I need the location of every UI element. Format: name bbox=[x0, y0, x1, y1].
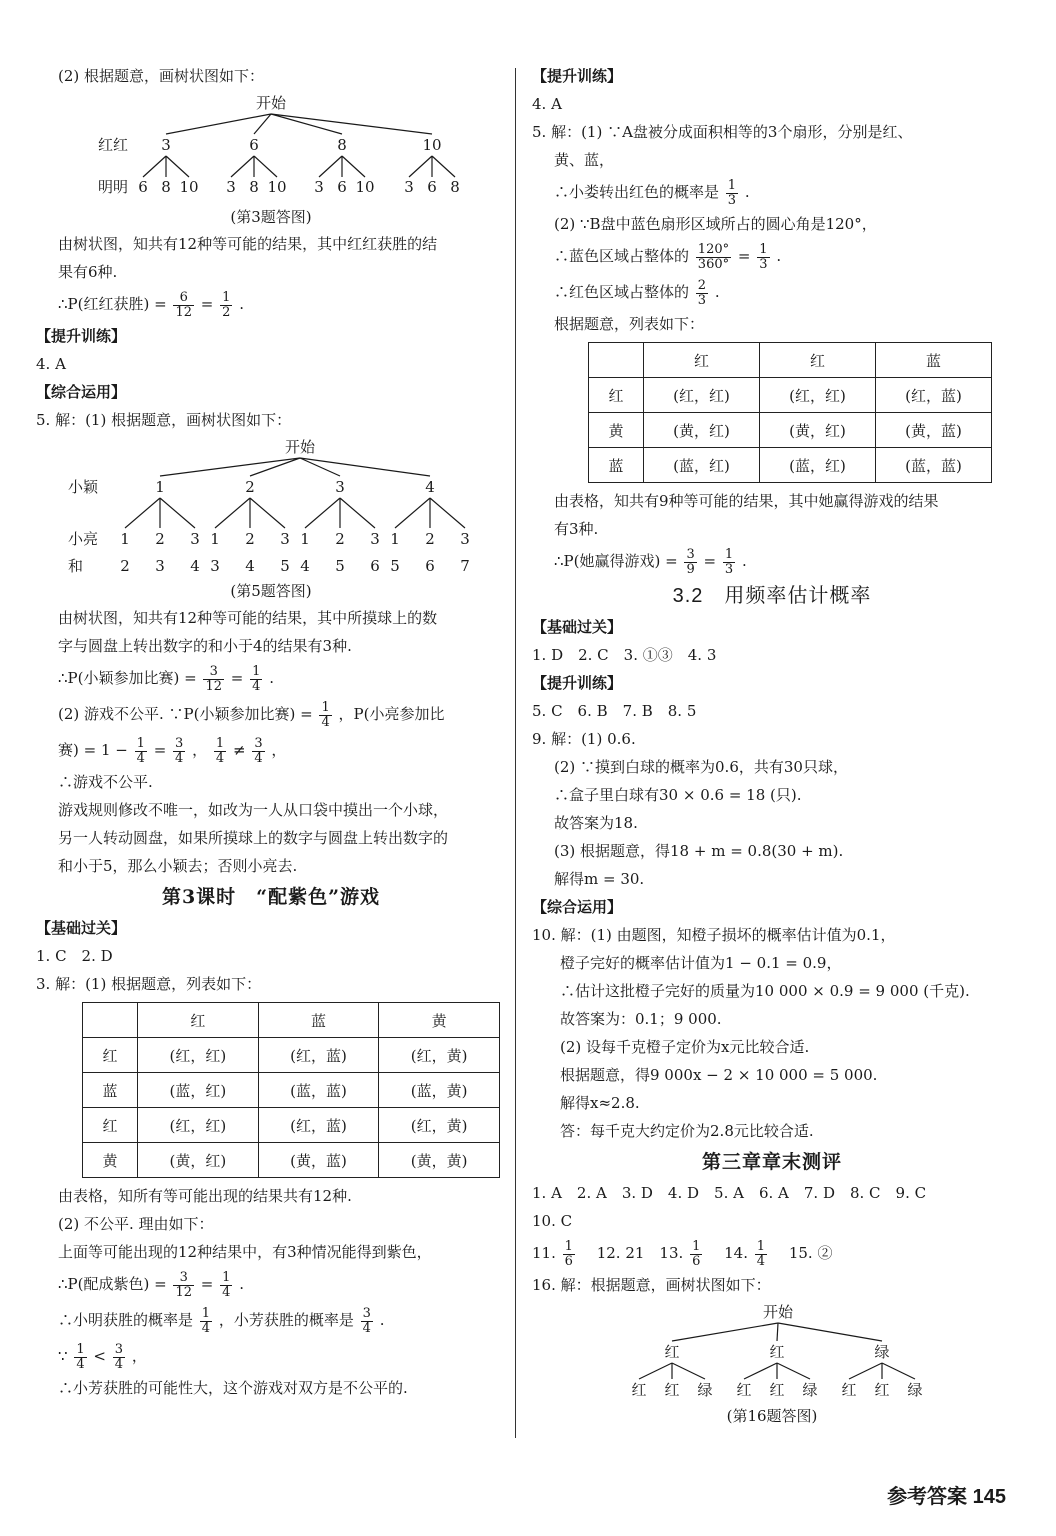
answer-line: 1. C 2. D bbox=[36, 947, 113, 965]
table-cell: (黄，黄) bbox=[379, 1143, 500, 1178]
tree-sum: 4 bbox=[300, 557, 310, 574]
tree-leaf: 1 bbox=[210, 530, 220, 548]
tree-sum: 3 bbox=[155, 557, 165, 574]
table-cell: 红 bbox=[760, 343, 876, 378]
text-line: 10. 解：(1) 由题图，知橙子损坏的概率估计值为0.1， bbox=[532, 926, 896, 944]
tree-leaf: 2 bbox=[335, 530, 345, 548]
text-line: 由树状图，知共有12种等可能的结果，其中所摸球上的数 bbox=[58, 609, 438, 627]
table-row bbox=[83, 1108, 500, 1143]
tree-branch bbox=[342, 156, 365, 177]
figure-caption: (第3题答图) bbox=[230, 208, 312, 226]
formula-line: ∴P(配成紫色) = $\frac{3}{12}$ = $\frac{1}{4}$ . bbox=[58, 1269, 244, 1300]
section-heading: 【提升训练】 bbox=[532, 674, 623, 692]
table-row bbox=[589, 448, 992, 483]
table-cell: 蓝 bbox=[876, 343, 992, 378]
text-line: 黄、蓝， bbox=[554, 151, 615, 169]
text-line: ∴估计这批橙子完好的质量为10 000 × 0.9 = 9 000 (千克). bbox=[560, 982, 970, 1000]
formula-line: ∴小娄转出红色的概率是 $\frac{1}{3}$ . bbox=[554, 177, 750, 208]
tree-branch bbox=[639, 1363, 672, 1379]
text-line: 果有6种. bbox=[58, 263, 118, 281]
table-cell: 蓝 bbox=[83, 1073, 138, 1108]
table-cell: (黄，红) bbox=[138, 1143, 259, 1178]
tree-branch bbox=[166, 114, 271, 134]
formula-line: 赛) = 1 − $\frac{1}{4}$ = $\frac{3}{4}$ ， $\frac{1}{4}$ ≠ $\frac{3}{4}$ ， bbox=[58, 735, 287, 766]
text-line: (2) 设每千克橙子定价为x元比较合适. bbox=[560, 1038, 810, 1056]
table-cell: 黄 bbox=[83, 1143, 138, 1178]
tree-leaf: 2 bbox=[245, 530, 255, 548]
tree-root: 开始 bbox=[255, 94, 287, 112]
table-cell: (红，红) bbox=[138, 1108, 259, 1143]
tree-branch bbox=[430, 498, 465, 528]
tree-leaf: 红 bbox=[874, 1381, 890, 1399]
table-cell: 红 bbox=[83, 1038, 138, 1073]
tree-branch bbox=[250, 498, 285, 528]
tree-node: 2 bbox=[245, 478, 255, 496]
table-cell: (红，黄) bbox=[379, 1108, 500, 1143]
tree-leaf: 3 bbox=[460, 530, 470, 548]
formula-line: ∴小明获胜的概率是 $\frac{1}{4}$ ，小芳获胜的概率是 $\frac{3}{4}$ . bbox=[58, 1305, 385, 1336]
tree-leaf: 3 bbox=[280, 530, 290, 548]
formula-line: ∴P(红红获胜) = $\frac{6}{12}$ = $\frac{1}{2}$ . bbox=[58, 289, 244, 320]
tree-leaf: 绿 bbox=[907, 1381, 923, 1399]
section-heading: 【综合运用】 bbox=[36, 383, 127, 401]
table-cell: (蓝，红) bbox=[138, 1073, 259, 1108]
tree-branch bbox=[882, 1363, 915, 1379]
answer-line: 9. 解：(1) 0.6. bbox=[532, 730, 636, 748]
tree-branch bbox=[340, 498, 375, 528]
table-cell: (红，蓝) bbox=[876, 378, 992, 413]
tree-node: 绿 bbox=[874, 1343, 890, 1361]
tree-sum: 4 bbox=[245, 557, 255, 574]
section-heading: 【基础过关】 bbox=[532, 618, 623, 636]
answer-line: 5. C 6. B 7. B 8. 5 bbox=[532, 702, 697, 720]
formula-line: ∴红色区域占整体的 $\frac{2}{3}$ . bbox=[554, 277, 720, 308]
tree-branch bbox=[231, 156, 254, 177]
answer-line: 3. 解：(1) 根据题意，列表如下： bbox=[36, 975, 262, 993]
table-header-row bbox=[589, 343, 992, 378]
answer-table-q5 bbox=[588, 342, 992, 483]
table-cell: (红，黄) bbox=[379, 1038, 500, 1073]
text-line: 由表格，知所有等可能出现的结果共有12种. bbox=[58, 1187, 352, 1205]
tree-leaf: 10 bbox=[355, 178, 375, 196]
tree-leaf: 红 bbox=[631, 1381, 647, 1399]
answer-line: 4. A bbox=[532, 95, 562, 113]
tree-sum: 6 bbox=[370, 557, 380, 574]
tree-diagram-q16 bbox=[532, 1299, 1012, 1399]
answer-line: 1. A 2. A 3. D 4. D 5. A 6. A 7. D 8. C 9. C bbox=[532, 1184, 927, 1202]
text-line: (2) ∵B盘中蓝色扇形区域所占的圆心角是120°， bbox=[554, 215, 877, 233]
left-column bbox=[36, 62, 506, 1402]
text-line: 根据题意，得9 000x − 2 × 10 000 = 5 000. bbox=[560, 1066, 878, 1084]
tree-root: 开始 bbox=[284, 438, 316, 456]
section-heading: 【提升训练】 bbox=[36, 327, 127, 345]
table-cell: (黄，红) bbox=[644, 413, 760, 448]
table-cell: (黄，蓝) bbox=[876, 413, 992, 448]
table-cell: 红 bbox=[589, 378, 644, 413]
tree-leaf: 6 bbox=[427, 178, 437, 196]
formula-line: ∴蓝色区域占整体的 $\frac{120^\circ}{360^\circ}$ = $\frac{1}{3}$ . bbox=[554, 241, 782, 272]
table-cell bbox=[589, 343, 644, 378]
table-cell: (蓝，黄) bbox=[379, 1073, 500, 1108]
footer-label: 参考答案 bbox=[887, 1486, 968, 1508]
tree-leaf: 10 bbox=[267, 178, 287, 196]
answer-line: 10. C bbox=[532, 1212, 573, 1230]
tree-leaf: 6 bbox=[337, 178, 347, 196]
tree-node: 红 bbox=[769, 1343, 785, 1361]
table-cell: (红，蓝) bbox=[258, 1108, 379, 1143]
table-cell: 红 bbox=[138, 1003, 259, 1038]
tree-diagram-q5 bbox=[36, 434, 506, 574]
tree-leaf: 1 bbox=[120, 530, 130, 548]
table-cell: 蓝 bbox=[589, 448, 644, 483]
table-cell: (蓝，蓝) bbox=[258, 1073, 379, 1108]
tree-leaf: 8 bbox=[450, 178, 460, 196]
tree-leaf: 红 bbox=[736, 1381, 752, 1399]
tree-node: 4 bbox=[425, 478, 435, 496]
section-title: 3.2 用频率估计概率 bbox=[672, 585, 872, 607]
tree-branch bbox=[125, 498, 160, 528]
text-line: 故答案为18. bbox=[554, 814, 638, 832]
table-cell: (蓝，蓝) bbox=[876, 448, 992, 483]
page-footer bbox=[887, 1480, 1006, 1509]
table-cell: (红，蓝) bbox=[258, 1038, 379, 1073]
tree-leaf: 1 bbox=[390, 530, 400, 548]
formula-line: ∴P(小颖参加比赛) = $\frac{3}{12}$ = $\frac{1}{4}$ . bbox=[58, 663, 274, 694]
tree-node: 6 bbox=[249, 136, 259, 154]
section-heading: 【基础过关】 bbox=[36, 919, 127, 937]
tree-branch bbox=[744, 1363, 777, 1379]
tree-branch bbox=[778, 1323, 882, 1341]
tree-leaf: 3 bbox=[314, 178, 324, 196]
table-header-row bbox=[83, 1003, 500, 1038]
tree-branch bbox=[319, 156, 342, 177]
answer-table-q3 bbox=[82, 1002, 500, 1178]
table-cell: (黄，蓝) bbox=[258, 1143, 379, 1178]
tree-node: 3 bbox=[335, 478, 345, 496]
text-line: 有3种. bbox=[554, 520, 599, 538]
answer-line: 16. 解：根据题意，画树状图如下： bbox=[532, 1276, 771, 1294]
tree-sum: 6 bbox=[425, 557, 435, 574]
text-line: 解得m = 30. bbox=[554, 870, 645, 888]
tree-leaf: 3 bbox=[226, 178, 236, 196]
table-row bbox=[83, 1038, 500, 1073]
tree-row-label: 小亮 bbox=[68, 530, 99, 548]
tree-branch bbox=[166, 156, 189, 177]
text-line: ∴盒子里白球有30 × 0.6 = 18 (只). bbox=[554, 786, 802, 804]
tree-leaf: 8 bbox=[161, 178, 171, 196]
tree-root: 开始 bbox=[762, 1303, 794, 1321]
tree-leaf: 2 bbox=[155, 530, 165, 548]
figure-caption: (第5题答图) bbox=[230, 582, 312, 600]
text-line: 字与圆盘上转出数字的和小于4的结果有3种. bbox=[58, 637, 352, 655]
tree-leaf: 红 bbox=[769, 1381, 785, 1399]
tree-leaf: 3 bbox=[404, 178, 414, 196]
tree-leaf: 红 bbox=[664, 1381, 680, 1399]
tree-branch bbox=[432, 156, 455, 177]
tree-leaf: 2 bbox=[425, 530, 435, 548]
table-row bbox=[83, 1143, 500, 1178]
table-row bbox=[589, 413, 992, 448]
tree-sum: 7 bbox=[460, 557, 470, 574]
tree-leaf: 绿 bbox=[697, 1381, 713, 1399]
answer-line: 5. 解：(1) 根据题意，画树状图如下： bbox=[36, 411, 292, 429]
text-line: (2) 根据题意，画树状图如下： bbox=[58, 67, 265, 85]
section-heading: 【提升训练】 bbox=[532, 67, 623, 85]
tree-node: 3 bbox=[161, 136, 171, 154]
tree-branch bbox=[160, 498, 195, 528]
tree-row-label: 和 bbox=[68, 557, 84, 574]
table-row bbox=[589, 378, 992, 413]
section-heading: 【综合运用】 bbox=[532, 898, 623, 916]
tree-diagram-q3 bbox=[36, 90, 506, 200]
table-cell bbox=[83, 1003, 138, 1038]
text-line: 故答案为：0.1；9 000. bbox=[560, 1010, 722, 1028]
tree-branch bbox=[777, 1363, 810, 1379]
text-line: 橙子完好的概率估计值为1 − 0.1 = 0.9， bbox=[560, 954, 842, 972]
tree-leaf: 1 bbox=[300, 530, 310, 548]
table-cell: (蓝，红) bbox=[760, 448, 876, 483]
right-column bbox=[532, 62, 1012, 1429]
text-line: 上面等可能出现的12种结果中，有3种情况能得到紫色， bbox=[58, 1243, 432, 1261]
table-cell: (蓝，红) bbox=[644, 448, 760, 483]
tree-leaf: 6 bbox=[138, 178, 148, 196]
table-cell: 红 bbox=[644, 343, 760, 378]
tree-branch bbox=[777, 1323, 778, 1341]
table-cell: 黄 bbox=[589, 413, 644, 448]
tree-row-label: 明明 bbox=[98, 178, 129, 196]
tree-node: 10 bbox=[422, 136, 442, 154]
text-line: 由表格，知共有9种等可能的结果，其中她赢得游戏的结果 bbox=[554, 492, 939, 510]
tree-branch bbox=[254, 156, 277, 177]
text-line: (2) ∵摸到白球的概率为0.6，共有30只球， bbox=[554, 758, 848, 776]
lesson-title: 第3课时 “配紫色”游戏 bbox=[161, 886, 381, 908]
tree-leaf: 3 bbox=[370, 530, 380, 548]
text-line: 解得x≈2.8. bbox=[560, 1094, 640, 1112]
answer-line: 1. D 2. C 3. ①③ 4. 3 bbox=[532, 646, 717, 664]
formula-line: 11. $\frac{1}{6}$ 12. 21 13. $\frac{1}{6}$ 14. $\frac{1}{4}$ 15. ② bbox=[532, 1238, 833, 1269]
answer-line: 4. A bbox=[36, 355, 66, 373]
formula-line: ∵ $\frac{1}{4}$ < $\frac{3}{4}$ ， bbox=[58, 1341, 147, 1372]
tree-branch bbox=[215, 498, 250, 528]
text-line: 5. 解：(1) ∵A盘被分成面积相等的3个扇形，分别是红、 bbox=[532, 123, 913, 141]
tree-sum: 5 bbox=[335, 557, 345, 574]
column-divider bbox=[515, 68, 516, 1438]
chapter-test-title: 第三章章末测评 bbox=[701, 1151, 842, 1173]
text-line: (3) 根据题意，得18 + m = 0.8(30 + m). bbox=[554, 842, 844, 860]
tree-leaf: 绿 bbox=[802, 1381, 818, 1399]
tree-sum: 3 bbox=[210, 557, 220, 574]
page-number: 145 bbox=[972, 1486, 1006, 1508]
table-cell: 红 bbox=[83, 1108, 138, 1143]
tree-row-label: 小颖 bbox=[68, 478, 99, 496]
table-cell: (红，红) bbox=[138, 1038, 259, 1073]
tree-node: 红 bbox=[664, 1343, 680, 1361]
tree-leaf: 红 bbox=[841, 1381, 857, 1399]
tree-branch bbox=[672, 1323, 778, 1341]
figure-caption: (第16题答图) bbox=[726, 1407, 818, 1425]
tree-branch bbox=[271, 114, 342, 134]
table-cell: (红，红) bbox=[760, 378, 876, 413]
tree-branch bbox=[143, 156, 166, 177]
tree-leaf: 10 bbox=[179, 178, 199, 196]
tree-row-label: 红红 bbox=[98, 136, 129, 154]
tree-branch bbox=[160, 458, 300, 476]
table-cell: (黄，红) bbox=[760, 413, 876, 448]
tree-node: 1 bbox=[155, 478, 165, 496]
tree-branch bbox=[409, 156, 432, 177]
text-line: 答：每千克大约定价为2.8元比较合适. bbox=[560, 1122, 814, 1140]
text-line: 和小于5，那么小颖去；否则小亮去. bbox=[58, 857, 298, 875]
tree-branch bbox=[271, 114, 432, 134]
tree-sum: 4 bbox=[190, 557, 200, 574]
tree-branch bbox=[305, 498, 340, 528]
text-line: 由树状图，知共有12种等可能的结果，其中红红获胜的结 bbox=[58, 235, 438, 253]
text-line: 游戏规则修改不唯一，如改为一人从口袋中摸出一个小球， bbox=[58, 801, 449, 819]
text-line: ∴游戏不公平. bbox=[58, 773, 153, 791]
tree-node: 8 bbox=[337, 136, 347, 154]
tree-branch bbox=[849, 1363, 882, 1379]
text-line: 另一人转动圆盘，如果所摸球上的数字与圆盘上转出数字的 bbox=[58, 829, 449, 847]
tree-leaf: 8 bbox=[249, 178, 259, 196]
table-cell: 蓝 bbox=[258, 1003, 379, 1038]
tree-sum: 2 bbox=[120, 557, 130, 574]
table-cell: (红，红) bbox=[644, 378, 760, 413]
tree-sum: 5 bbox=[280, 557, 290, 574]
tree-sum: 5 bbox=[390, 557, 400, 574]
text-line: ∴小芳获胜的可能性大，这个游戏对双方是不公平的. bbox=[58, 1379, 408, 1397]
text-line: (2) 不公平. 理由如下： bbox=[58, 1215, 214, 1233]
tree-branch bbox=[395, 498, 430, 528]
formula-line: ∴P(她赢得游戏) = $\frac{3}{9}$ = $\frac{1}{3}$ . bbox=[554, 546, 747, 577]
formula-line: (2) 游戏不公平. ∵P(小颖参加比赛) = $\frac{1}{4}$ ，P(小亮参加比 bbox=[58, 699, 445, 730]
table-cell: 黄 bbox=[379, 1003, 500, 1038]
tree-leaf: 3 bbox=[190, 530, 200, 548]
table-row bbox=[83, 1073, 500, 1108]
tree-branch bbox=[672, 1363, 705, 1379]
text-line: 根据题意，列表如下： bbox=[554, 315, 705, 333]
